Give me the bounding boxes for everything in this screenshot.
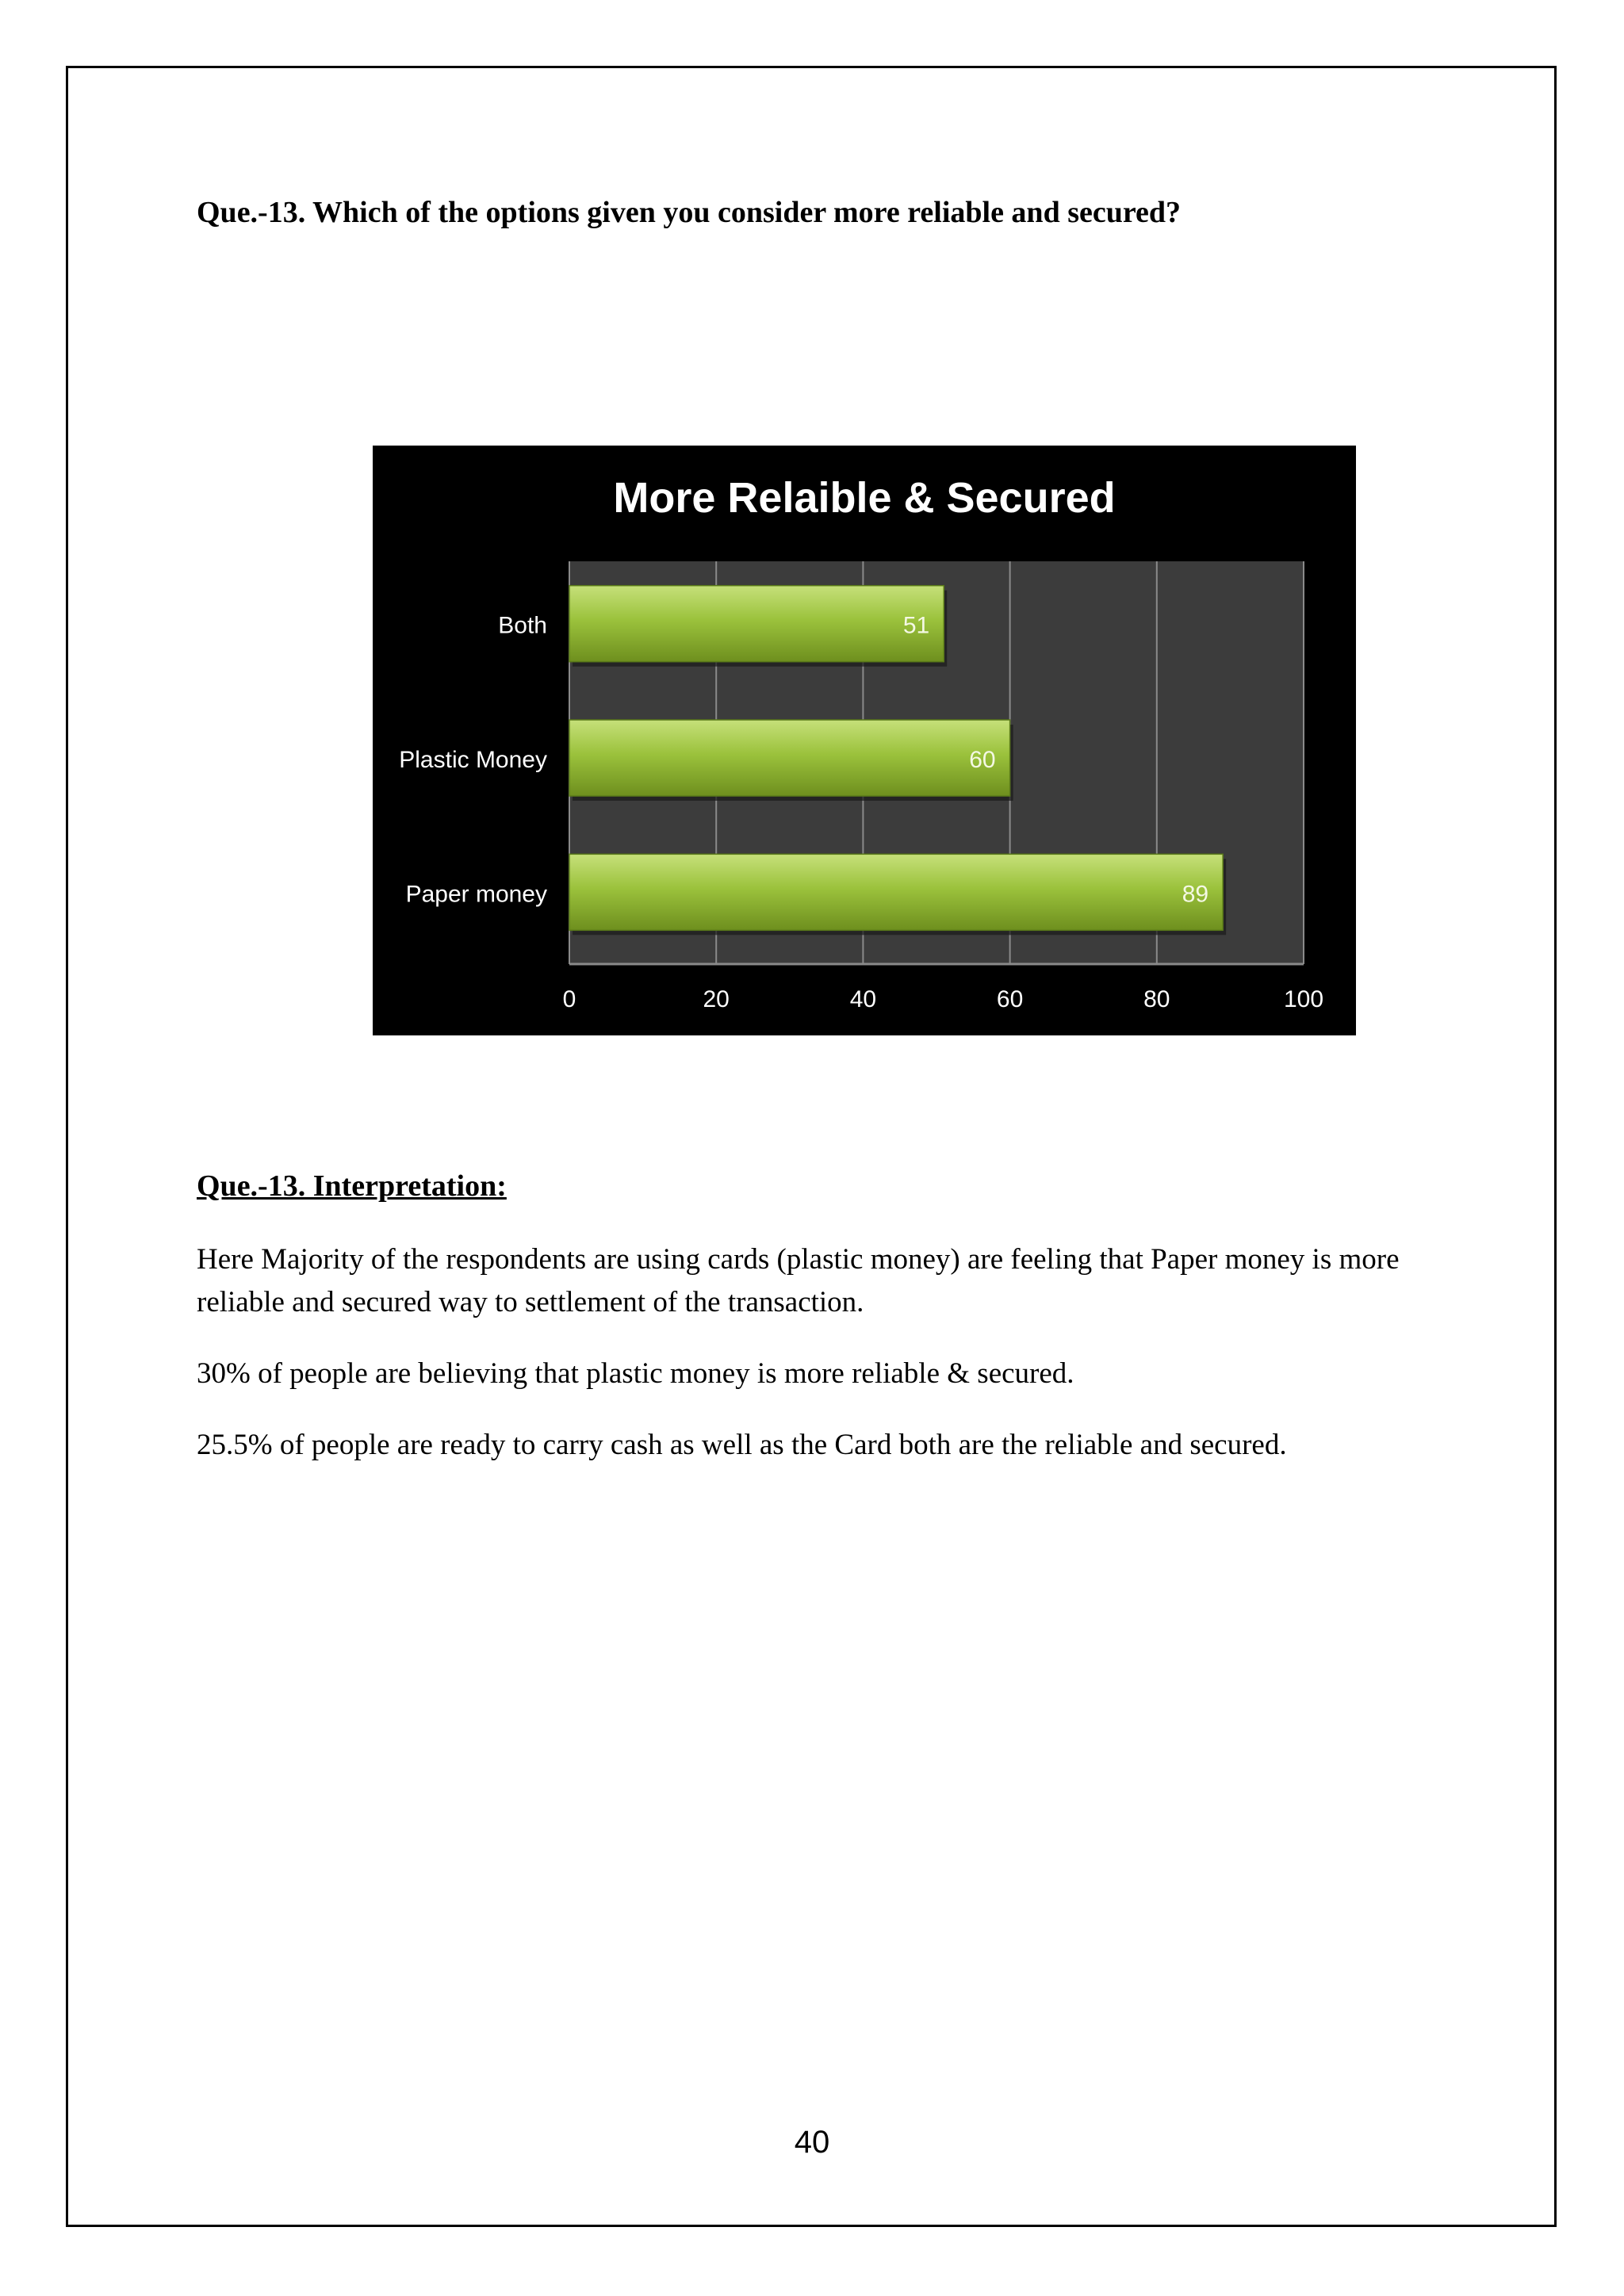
bar-value-label: 51 — [902, 612, 930, 639]
x-tick-label: 40 — [849, 986, 877, 1012]
bar-paper-money — [569, 854, 1223, 930]
x-tick-label: 60 — [996, 986, 1024, 1012]
bar-value-label: 60 — [969, 747, 996, 773]
chart-title: More Relaible & Secured — [613, 474, 1116, 522]
page-number: 40 — [794, 2125, 830, 2160]
bar-value-label: 89 — [1182, 881, 1209, 908]
category-label: Plastic Money — [399, 747, 547, 773]
interpretation-paragraph-3: 25.5% of people are ready to carry cash as well as the Card both are the reliable and secured. — [197, 1429, 1287, 1461]
x-tick-label: 0 — [562, 986, 576, 1012]
x-tick-label: 20 — [703, 986, 730, 1012]
category-label: Paper money — [405, 881, 547, 908]
x-tick-label: 100 — [1283, 986, 1324, 1012]
x-tick-label: 80 — [1143, 986, 1170, 1012]
category-label: Both — [498, 612, 547, 639]
bar-plastic-money — [569, 720, 1010, 796]
page-border — [66, 66, 1557, 2227]
interpretation-heading: Que.-13. Interpretation: — [197, 1169, 507, 1203]
bar-chart — [373, 446, 1356, 1035]
question-heading: Que.-13. Which of the options given you consider more reliable and secured? — [197, 196, 1182, 229]
interpretation-paragraph-1: Here Majority of the respondents are using cards (plastic money) are feeling that Paper money is more reliable and secured way to settlement of the transaction. — [197, 1243, 1400, 1318]
interpretation-paragraph-2: 30% of people are believing that plastic money is more reliable & secured. — [197, 1357, 1074, 1390]
bar-both — [569, 586, 944, 662]
